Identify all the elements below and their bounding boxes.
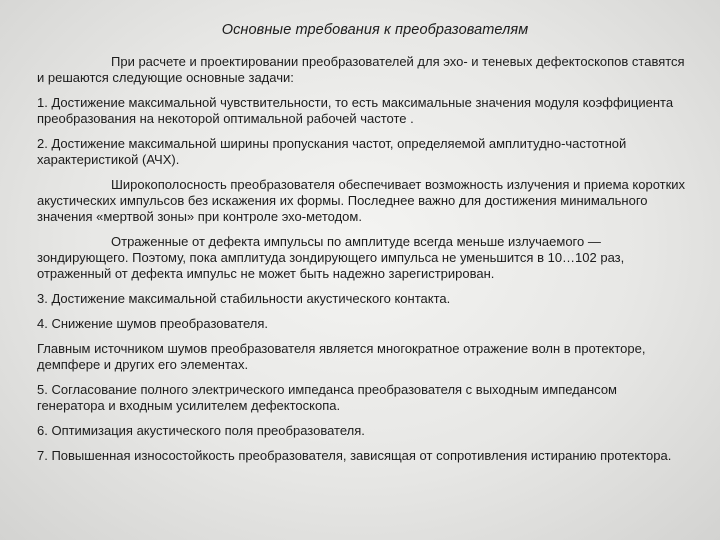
slide bbox=[37, 22, 687, 522]
paragraph-broadband: Широкополосность преобразователя обеспечивает возможность излучения и приема коротких акустических импульсов без искажения их формы. Последнее важно для достижения минимального значения «мертвой зоны» при контроле эхо-методом. bbox=[37, 177, 686, 224]
paragraph-intro: При расчете и проектировании преобразователей для эхо- и теневых дефектоскопов ставятся и решаются следующие основные задачи: bbox=[37, 54, 685, 85]
paragraph-task-2: 2. Достижение максимальной ширины пропускания частот, определяемой амплитудно-частотной характеристикой (АЧХ). bbox=[37, 136, 627, 167]
paragraph-task-6: 6. Оптимизация акустического поля преобразователя. bbox=[37, 423, 365, 438]
paragraph-task-4: 4. Снижение шумов преобразователя. bbox=[37, 316, 269, 331]
paragraph-task-7: 7. Повышенная износостойкость преобразователя, зависящая от сопротивления истиранию протектора. bbox=[37, 448, 672, 463]
paragraph-task-1: 1. Достижение максимальной чувствительности, то есть максимальные значения модуля коэффициента преобразования на некоторой оптимальной рабочей частоте . bbox=[37, 95, 674, 126]
paragraph-task-5: 5. Согласование полного электрического импеданса преобразователя с выходным импедансом генератора и входным усилителем дефектоскопа. bbox=[37, 382, 617, 413]
slide-title: Основные требования к преобразователям bbox=[221, 22, 529, 38]
paragraph-noise-source: Главным источником шумов преобразователя является многократное отражение волн в протекторе, демпфере и других его элементах. bbox=[37, 341, 646, 372]
paragraph-reflected-pulses: Отраженные от дефекта импульсы по амплитуде всегда меньше излучаемого — зондирующего. Поэтому, пока амплитуда зондирующего импульса не уменьшится в 10…102 раз, отраженный от дефекта импульс не может быть надежно зарегистрирован. bbox=[37, 234, 625, 281]
paragraph-task-3: 3. Достижение максимальной стабильности акустического контакта. bbox=[37, 291, 451, 306]
